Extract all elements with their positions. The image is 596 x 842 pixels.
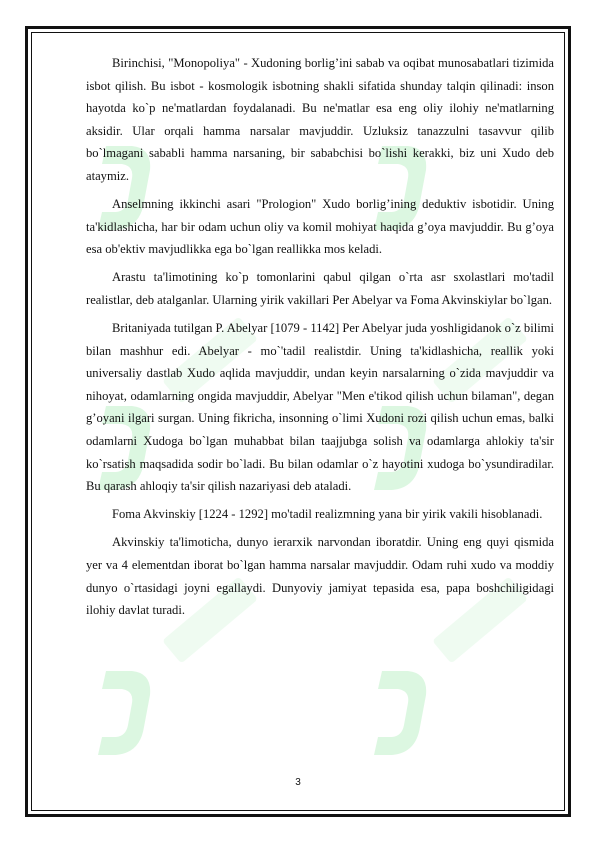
paragraph-akvinskiy-hierarchy: Akvinskiy ta'limoticha, dunyo ierarxik narvondan iboratdir. Uning eng quyi qismida yer va 4 elementdan iborat bo`lgan hamma narsalar mavjuddir. Odam ruhi xudo va moddiy dunyo o`rtasidagi joyni egallaydi. Dunyoviy jamiyat tepasida esa, papa boshchiligidagi ilohiy davlat turadi. [86,535,554,618]
page-number: 3 [295,777,301,788]
paragraph-prologion: Anselmning ikkinchi asari "Prologion" Xudo borlig’ining deduktiv isbotidir. Uning ta'kidlashicha, har bir odam uchun oliy va komil mohiyat haqida g’oya mavjuddir. Bu g’oya esa ob'ektiv mavjudlikka ega bo`lgan reallikka mos keladi. [86,197,554,257]
document-body [86,52,554,627]
paragraph-moderate-realists: Arastu ta'limotining ko`p tomonlarini qabul qilgan o`rta asr sxolastlari mo'tadil realistlar, deb atalganlar. Ularning yirik vakillari Per Abelyar va Foma Akvinskiylar bo`lgan. [86,270,554,307]
paragraph-abelyar: Britaniyada tutilgan P. Abelyar [1079 - 1142] Per Abelyar juda yoshligidanok o`z bilimi bilan mashhur edi. Abelyar - mo`'tadil realistdir. Uning ta'kidlashicha, reallik yoki universaliy dastlab Xudo aqlida mavjuddir, undan keyin narsalarning o`zida mavjuddir va nihoyat, odamlarning ongida mavjuddir, Abelyar "Men e'tikod qilish uchun bilaman", degan g’oyani ilgari surgan. Uning fikricha, insonning o`limi Xudoni rozi qilish uchun emas, balki odamlarni Xudoga bo`lgan muhabbat bilan taajjubga solish va odamlarga ahlokiy ta'sir ko`rsatish maqsadida sodir bo`ladi. Bu bilan odamlar o`z hayotini xudoga bo`ysundiradilar. Bu qarash ahloqiy ta'sir qilish nazariyasi deb ataladi. [86,321,554,494]
paragraph-monopoliya: Birinchisi, "Monopoliya" - Xudoning borlig’ini sabab va oqibat munosabatlari tizimida isbot qilish. Bu isbot - kosmologik isbotning shakli sifatida shunday talqin qilinadi: inson hayotda ko`p ne'matlardan foydalanadi. Bu ne'matlar esa eng oliy ilohiy ne'matlarning aksidir. Ular orqali hamma narsalar mavjuddir. Uzluksiz tanazzulni tasavvur qilib bo`lmagani sababli hamma narsaning, bir sababchisi bo`lishi kerakki, biz uni Xudo deb ataymiz. [86,56,554,183]
paragraph-akvinskiy-intro: Foma Akvinskiy [1224 - 1292] mo'tadil realizmning yana bir yirik vakili hisoblanadi. [112,507,543,522]
